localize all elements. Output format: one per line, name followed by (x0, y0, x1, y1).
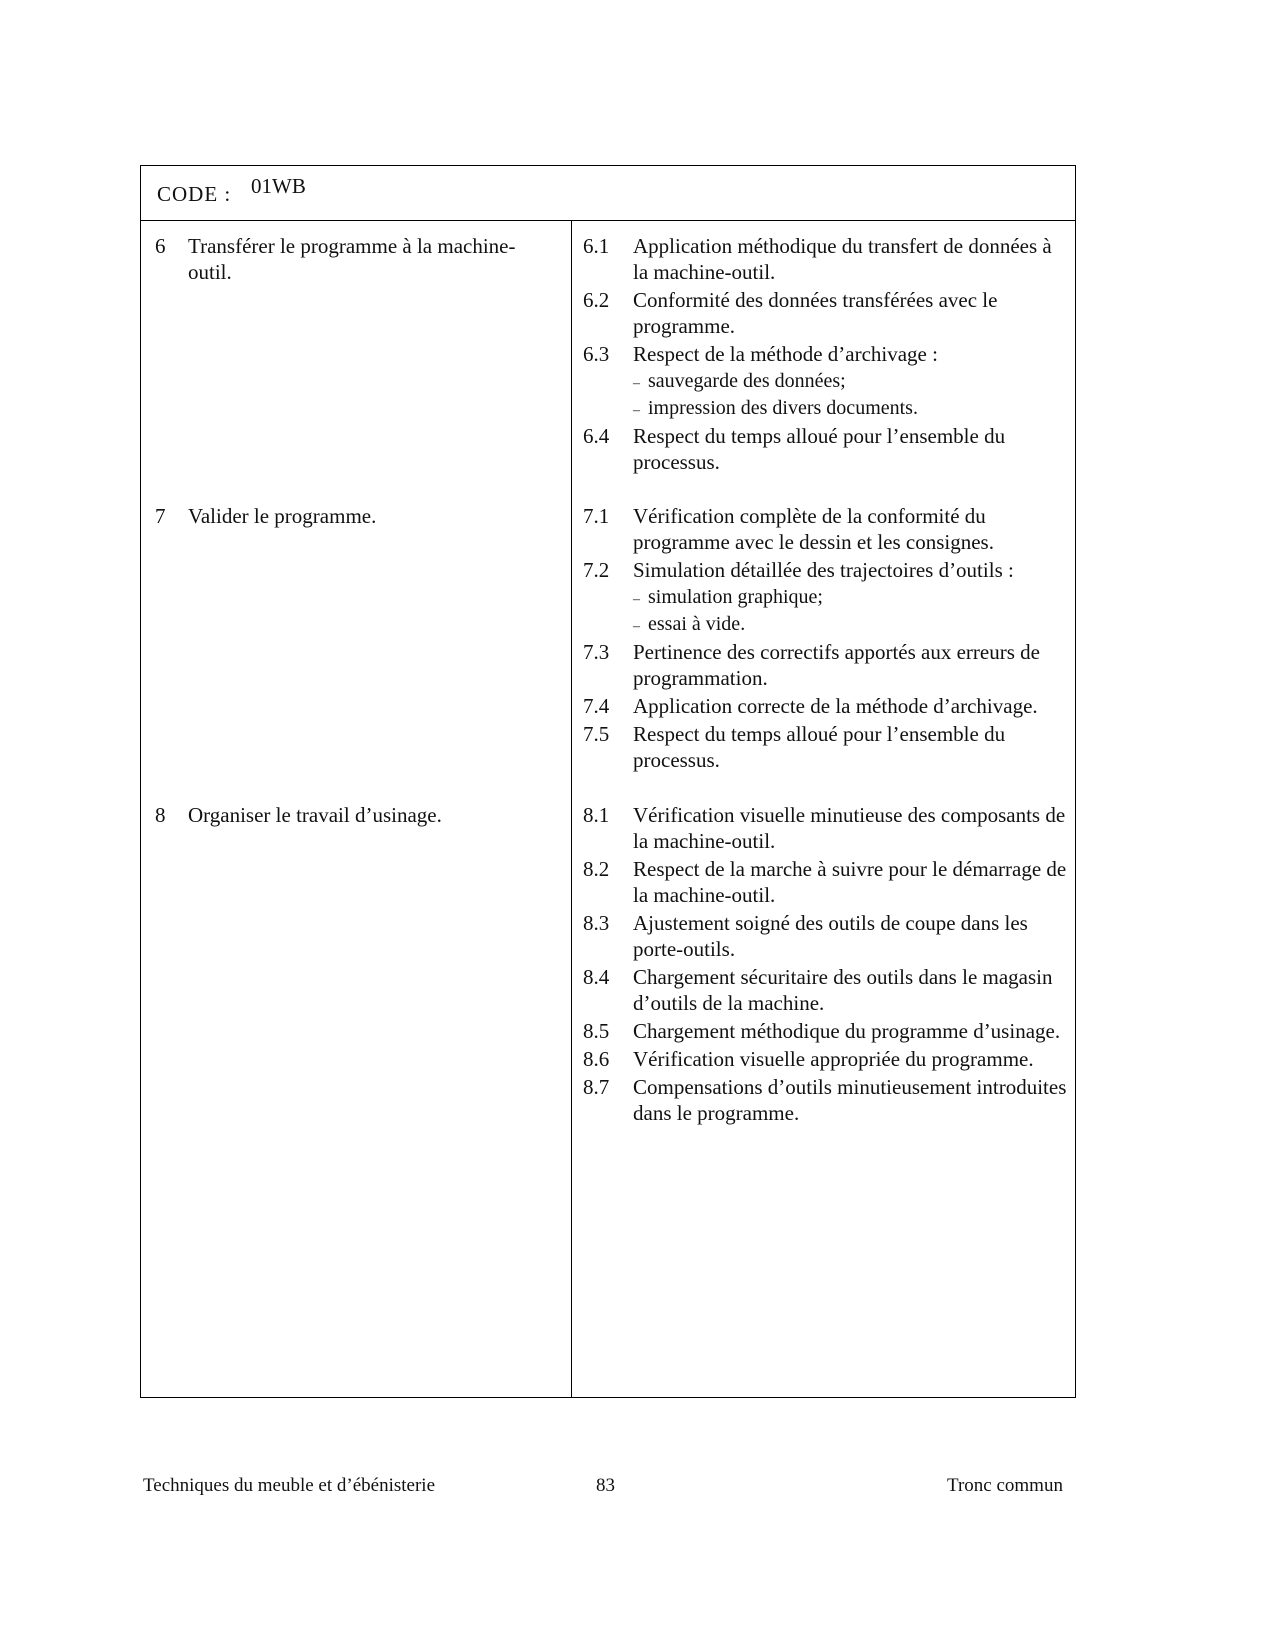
criterion-text: Compensations d’outils minutieusement introduites dans le programme. (633, 1075, 1067, 1125)
criterion-bullet (583, 612, 1068, 639)
criterion (583, 721, 1068, 773)
code-label: CODE : (157, 182, 232, 206)
element-statement (155, 503, 555, 529)
criterion-text: Application méthodique du transfert de données à la machine-outil. (633, 234, 1052, 284)
criterion-text: Application correcte de la méthode d’archivage. (633, 694, 1038, 718)
criterion-number: 8.2 (583, 857, 610, 881)
page-number: 83 (596, 1475, 615, 1496)
criterion-number: 8.5 (583, 1019, 610, 1043)
criterion (583, 1046, 1068, 1072)
criterion-text: Conformité des données transférées avec le programme. (633, 288, 998, 338)
criterion-bullet (583, 396, 1068, 423)
criterion-bullet (583, 585, 1068, 612)
performance-criteria (583, 503, 1068, 775)
criterion (583, 910, 1068, 962)
criterion-text: Respect du temps alloué pour l’ensemble du processus. (633, 722, 1006, 772)
criterion-text: Vérification visuelle minutieuse des composants de la machine-outil. (633, 803, 1066, 853)
criterion-number: 6.3 (583, 342, 610, 366)
criterion (583, 856, 1068, 908)
element-title: Valider le programme. (188, 504, 377, 528)
performance-criteria (583, 233, 1068, 477)
criterion-text: Vérification visuelle appropriée du programme. (633, 1047, 1034, 1071)
criterion-text: Respect de la méthode d’archivage : (633, 342, 938, 366)
competency-table (140, 165, 1076, 1398)
criterion-number: 6.1 (583, 234, 610, 258)
criterion (583, 423, 1068, 475)
criterion (583, 1018, 1068, 1044)
dash-bullet: – (633, 376, 640, 391)
table-header (141, 166, 1075, 221)
criterion-number: 8.3 (583, 911, 610, 935)
criterion-text: Respect du temps alloué pour l’ensemble du processus. (633, 424, 1006, 474)
criterion (583, 1074, 1068, 1126)
criterion-number: 8.1 (583, 803, 610, 827)
criterion (583, 639, 1068, 691)
criterion-text: Chargement sécuritaire des outils dans le magasin d’outils de la machine. (633, 965, 1053, 1015)
criterion-text: Respect de la marche à suivre pour le démarrage de la machine-outil. (633, 857, 1067, 907)
dash-bullet: – (633, 592, 640, 607)
criterion-number: 8.4 (583, 965, 610, 989)
footer-title: Techniques du meuble et d’ébénisterie (143, 1475, 436, 1496)
criterion-number: 7.3 (583, 640, 610, 664)
bullet-text: simulation graphique; (648, 586, 823, 608)
element-title: Organiser le travail d’usinage. (188, 803, 442, 827)
element-number: 6 (155, 234, 166, 258)
criterion-number: 6.2 (583, 288, 610, 312)
column-divider (571, 220, 572, 1397)
criterion-number: 7.2 (583, 558, 610, 582)
criterion-number: 8.6 (583, 1047, 610, 1071)
criterion (583, 233, 1068, 285)
element-number: 7 (155, 504, 166, 528)
criterion (583, 964, 1068, 1016)
criterion-text: Simulation détaillée des trajectoires d’outils : (633, 558, 1014, 582)
criterion-number: 7.4 (583, 694, 610, 718)
criterion (583, 503, 1068, 555)
footer-program: Tronc commun (947, 1475, 1063, 1496)
dash-bullet: – (633, 619, 640, 634)
criterion-number: 7.5 (583, 722, 610, 746)
criterion-text: Vérification complète de la conformité du programme avec le dessin et les consignes. (633, 504, 994, 554)
criterion (583, 693, 1068, 719)
criterion-text: Chargement méthodique du programme d’usinage. (633, 1019, 1061, 1043)
criterion (583, 341, 1068, 367)
criterion (583, 802, 1068, 854)
criterion-number: 7.1 (583, 504, 610, 528)
performance-criteria (583, 802, 1068, 1128)
dash-bullet: – (633, 403, 640, 418)
element-statement (155, 233, 555, 285)
criterion-text: Ajustement soigné des outils de coupe dans les porte-outils. (633, 911, 1028, 961)
criterion (583, 557, 1068, 583)
criterion-bullet (583, 369, 1068, 396)
criterion-number: 6.4 (583, 424, 610, 448)
criterion (583, 287, 1068, 339)
criterion-text: Pertinence des correctifs apportés aux erreurs de programmation. (633, 640, 1040, 690)
bullet-text: sauvegarde des données; (648, 370, 846, 392)
bullet-text: essai à vide. (648, 613, 746, 635)
criterion-number: 8.7 (583, 1075, 610, 1099)
code-value: 01WB (251, 174, 306, 198)
bullet-text: impression des divers documents. (648, 397, 918, 419)
element-title: Transférer le programme à la machine-outil. (188, 234, 516, 284)
element-statement (155, 802, 555, 828)
element-number: 8 (155, 803, 166, 827)
